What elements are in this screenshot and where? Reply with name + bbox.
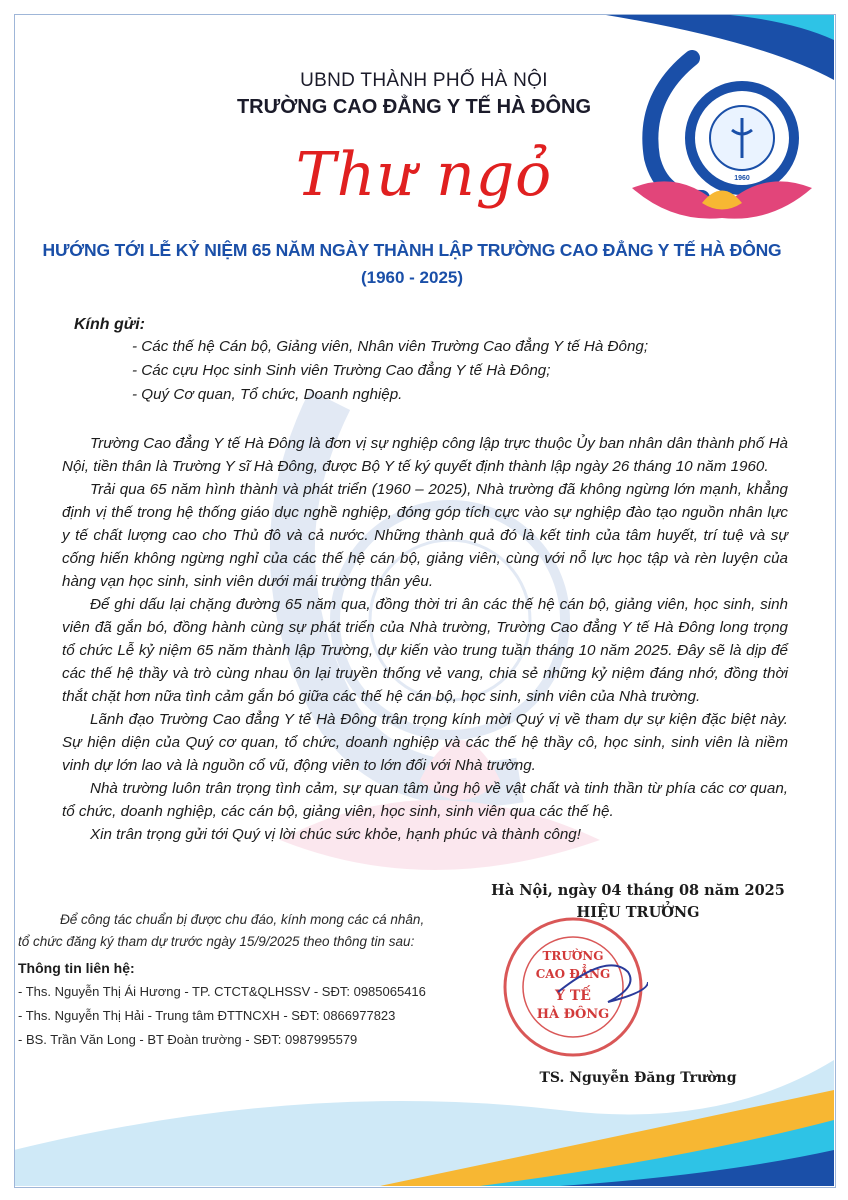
recipient-item: - Các cựu Học sinh Sinh viên Trường Cao đẳng Y tế Hà Đông; xyxy=(132,362,551,379)
body-paragraph: Nhà trường luôn trân trọng tình cảm, sự quan tâm ủng hộ về vật chất và tinh thần từ phía các cơ quan, tổ chức, doanh nghiệp, các cán bộ, giảng viên, học sinh, sinh viên qua các thế hệ. xyxy=(62,780,788,820)
school-name: TRƯỜNG CAO ĐẲNG Y TẾ HÀ ĐÔNG xyxy=(236,96,592,118)
registration-note xyxy=(18,909,458,953)
body-paragraph: Lãnh đạo Trường Cao đẳng Y tế Hà Đông trân trọng kính mời Quý vị về tham dự sự kiện đặc biệt này. Sự hiện diện của Quý cơ quan, tổ chức, doanh nghiệp và các thế hệ thầy cô, học sinh, sinh viên là niềm vinh dự lớn lao và là nguồn cổ vũ, động viên to lớn đối với Nhà trường. xyxy=(62,711,788,774)
official-stamp xyxy=(498,912,648,1062)
body-paragraph: Xin trân trọng gửi tới Quý vị lời chúc sức khỏe, hạnh phúc và thành công! xyxy=(90,826,581,843)
recipient-item: - Các thế hệ Cán bộ, Giảng viên, Nhân viên Trường Cao đẳng Y tế Hà Đông; xyxy=(132,338,649,355)
letter-body xyxy=(62,432,788,846)
signature-position: HIỆU TRƯỞNG xyxy=(576,904,700,921)
signature-date: Hà Nội, ngày 04 tháng 08 năm 2025 xyxy=(491,882,785,899)
contacts-heading: Thông tin liên hệ: xyxy=(18,960,135,976)
signer-name: TS. Nguyễn Đăng Trường xyxy=(539,1070,737,1086)
subtitle-line1: HƯỚNG TỚI LỄ KỶ NIỆM 65 NĂM NGÀY THÀNH LẬP TRƯỜNG CAO ĐẲNG Y TẾ HÀ ĐÔNG xyxy=(42,240,782,260)
logo-founded: 1960 xyxy=(734,175,750,182)
body-paragraph: Trường Cao đẳng Y tế Hà Đông là đơn vị sự nghiệp công lập trực thuộc Ủy ban nhân dân thành phố Hà Nội, tiền thân là Trường Y sĩ Hà Đông, được Bộ Y tế ký quyết định thành lập ngày 26 tháng 10 năm 1960. xyxy=(62,435,788,475)
recipient-item: - Quý Cơ quan, Tổ chức, Doanh nghiệp. xyxy=(132,386,403,403)
body-paragraph: Để ghi dấu lại chặng đường 65 năm qua, đồng thời tri ân các thế hệ cán bộ, giảng viên, học sinh, sinh viên đã gắn bó, đồng hành cùng sự phát triển của Nhà trường, Trường Cao đẳng Y tế Hà Đông long trọng tổ chức Lễ kỷ niệm 65 năm thành lập Trường, dự kiến vào trung tuần tháng 10 năm 2025. Đây sẽ là dịp để các thế hệ thầy và trò cùng nhau ôn lại truyền thống vẻ vang, chia sẻ những kỷ niệm đáng nhớ, đồng thời thắt chặt hơn nữa tình cảm gắn bó giữa các thế hệ cán bộ, học sinh, sinh viên của Nhà trường. xyxy=(62,596,788,705)
contact-item: - BS. Trần Văn Long - BT Đoàn trường - SĐT: 0987995579 xyxy=(18,1032,358,1047)
stamp-line1: TRƯỜNG xyxy=(542,949,604,963)
stamp-line4: HÀ ĐÔNG xyxy=(536,1007,610,1022)
letter-title: Thư ngỏ xyxy=(295,140,553,210)
stamp-line2: CAO ĐẲNG xyxy=(535,967,611,981)
authority-name: UBND THÀNH PHỐ HÀ NỘI xyxy=(300,70,548,91)
stamp-line3: Y TẾ xyxy=(555,988,591,1004)
body-paragraph: Trải qua 65 năm hình thành và phát triển (1960 – 2025), Nhà trường đã không ngừng lớn mạnh, khẳng định vị thế trong hệ thống giáo dục nghề nghiệp, đóng góp tích cực vào sự nghiệp đào tạo nguồn nhân lực y tế chất lượng cao cho Thủ đô và cả nước. Những thành quả đó là kết tinh của tâm huyết, trí tuệ và sự cống hiến không ngừng nghỉ của các thế hệ cán bộ, giảng viên, cùng với nỗ lực học tập và rèn luyện của hàng vạn học sinh, sinh viên dưới mái trường thân yêu. xyxy=(62,481,788,590)
subtitle-line2: (1960 - 2025) xyxy=(360,268,464,287)
logo-years: 1960-2025 xyxy=(722,83,762,92)
note-line2: tổ chức đăng ký tham dự trước ngày 15/9/2025 theo thông tin sau: xyxy=(18,934,415,949)
contact-item: - Ths. Nguyễn Thị Hải - Trung tâm ĐTTNCXH - SĐT: 0866977823 xyxy=(18,1008,396,1023)
recipients-label: Kính gửi: xyxy=(74,316,145,333)
note-line1: Để công tác chuẩn bị được chu đáo, kính mong các cá nhân, xyxy=(60,912,425,927)
contact-item: - Ths. Nguyễn Thị Ái Hương - TP. CTCT&QLHSSV - SĐT: 0985065416 xyxy=(18,984,426,999)
